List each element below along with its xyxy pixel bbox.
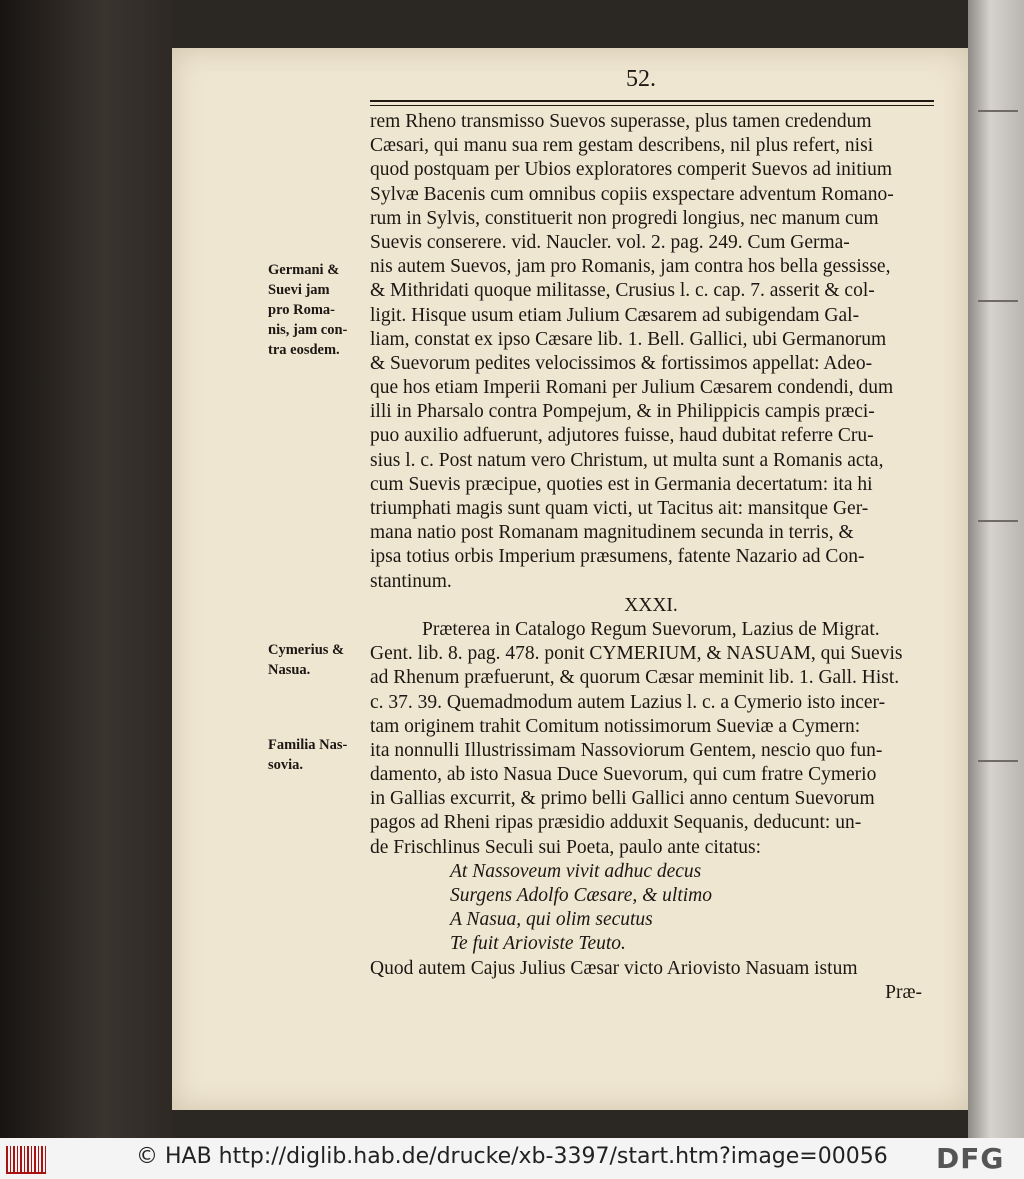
next-page-edge bbox=[968, 0, 1024, 1138]
footer-bar bbox=[0, 1138, 1024, 1179]
margin-line: Nasua. bbox=[268, 662, 311, 678]
margin-line: Cymerius & bbox=[268, 642, 345, 658]
margin-note-germani bbox=[268, 260, 368, 360]
verse-line: A Nasua, qui olim secutus bbox=[450, 909, 653, 931]
text-line: illi in Pharsalo contra Pompejum, & in Philippicis campis præci- bbox=[370, 401, 875, 423]
text-line: ligit. Hisque usum etiam Julium Cæsarem ad subigendam Gal- bbox=[370, 304, 860, 326]
book-gutter-left bbox=[0, 0, 172, 1138]
text-line: Suevis conserere. vid. Naucler. vol. 2. pag. 249. Cum Germa- bbox=[370, 231, 850, 253]
text-line: triumphati magis sunt quam victi, ut Tacitus ait: mansitque Ger- bbox=[370, 498, 869, 519]
text-line: Quod autem Cajus Julius Cæsar victo Ariovisto Nasuam istum bbox=[370, 957, 858, 979]
verse-line: Te fuit Arioviste Teuto. bbox=[450, 933, 626, 955]
text-line: tam originem trahit Comitum notissimorum Sueviæ a Cymern: bbox=[370, 715, 861, 737]
header-rule bbox=[370, 100, 934, 106]
text-line: in Gallias excurrit, & primo belli Gallici anno centum Suevorum bbox=[370, 788, 875, 810]
edge-line bbox=[978, 300, 1018, 302]
text-line: cum Suevis præcipue, quoties est in Germania decertatum: ita hi bbox=[370, 473, 873, 495]
text-line: Sylvæ Bacenis cum omnibus copiis exspectare adventum Romano- bbox=[370, 183, 894, 205]
margin-line: tra eosdem. bbox=[268, 342, 340, 358]
text-line: rum in Sylvis, constituerit non progredi longius, nec manum cum bbox=[370, 207, 879, 229]
text-line: ipsa totius orbis Imperium præsumens, fatente Nazario ad Con- bbox=[370, 546, 865, 568]
margin-line: Suevi jam bbox=[268, 282, 330, 298]
edge-line bbox=[978, 760, 1018, 762]
text-line: mana natio post Romanam magnitudinem secunda in terris, & bbox=[370, 522, 854, 544]
verse-line: Surgens Adolfo Cæsare, & ultimo bbox=[450, 885, 713, 906]
text-line: ad Rhenum præfuerunt, & quorum Cæsar meminit lib. 1. Gall. Hist. bbox=[370, 667, 900, 689]
margin-line: Germani & bbox=[268, 262, 340, 278]
copyright-link[interactable]: © HAB http://diglib.hab.de/drucke/xb-3397/start.htm?image=00056 bbox=[136, 1144, 888, 1169]
text-line: ita nonnulli Illustrissimam Nassoviorum Gentem, nescio quo fun- bbox=[370, 739, 883, 761]
margin-line: pro Roma- bbox=[268, 302, 335, 318]
text-line: quod postquam per Ubios exploratores comperit Suevos ad initium bbox=[370, 159, 893, 181]
text-line: nis autem Suevos, jam pro Romanis, jam contra hos bella gessisse, bbox=[370, 256, 891, 278]
text-line: Cæsari, qui manu sua rem gestam describens, nil plus refert, nisi bbox=[370, 135, 874, 157]
text-line: pagos ad Rheni ripas præsidio adduxit Sequanis, deducunt: un- bbox=[370, 812, 862, 834]
text-line: & Mithridati quoque militasse, Crusius l. c. cap. 7. asserit & col- bbox=[370, 280, 875, 302]
barcode-icon bbox=[6, 1146, 46, 1174]
dfg-logo: DFG bbox=[936, 1142, 1005, 1175]
text-line: Gent. lib. 8. pag. 478. ponit CYMERIUM, & NASUAM, qui Suevis bbox=[370, 643, 903, 665]
verse-line: At Nassoveum vivit adhuc decus bbox=[450, 860, 702, 882]
text-line: c. 37. 39. Quemadmodum autem Lazius l. c. a Cymerio isto incer- bbox=[370, 691, 886, 713]
margin-line: sovia. bbox=[268, 757, 304, 773]
margin-line: nis, jam con- bbox=[268, 322, 348, 338]
main-text bbox=[370, 110, 932, 1005]
section-heading: XXXI. bbox=[624, 594, 678, 616]
text-line: liam, constat ex ipso Cæsare lib. 1. Bell. Gallici, ubi Germanorum bbox=[370, 328, 887, 350]
text-line: & Suevorum pedites velocissimos & fortissimos appellat: Adeo- bbox=[370, 352, 873, 374]
edge-line bbox=[978, 110, 1018, 112]
text-line: rem Rheno transmisso Suevos superasse, plus tamen credendum bbox=[370, 111, 872, 132]
margin-note-familia bbox=[268, 735, 368, 775]
text-line: de Frischlinus Seculi sui Poeta, paulo ante citatus: bbox=[370, 836, 762, 858]
text-line: damento, ab isto Nasua Duce Suevorum, qui cum fratre Cymerio bbox=[370, 764, 877, 786]
text-line: sius l. c. Post natum vero Christum, ut multa sunt a Romanis acta, bbox=[370, 449, 884, 471]
edge-line bbox=[978, 520, 1018, 522]
text-line: puo auxilio adfuerunt, adjutores fuisse, haud dubitat referre Cru- bbox=[370, 425, 874, 447]
text-line: que hos etiam Imperii Romani per Julium Cæsarem condendi, dum bbox=[370, 377, 894, 399]
text-line: stantinum. bbox=[370, 570, 452, 592]
margin-note-cymerius bbox=[268, 640, 368, 680]
catchword: Præ- bbox=[885, 981, 922, 1003]
text-line: Præterea in Catalogo Regum Suevorum, Lazius de Migrat. bbox=[422, 618, 880, 640]
margin-line: Familia Nas- bbox=[268, 737, 348, 753]
page-number: 52. bbox=[626, 66, 656, 92]
